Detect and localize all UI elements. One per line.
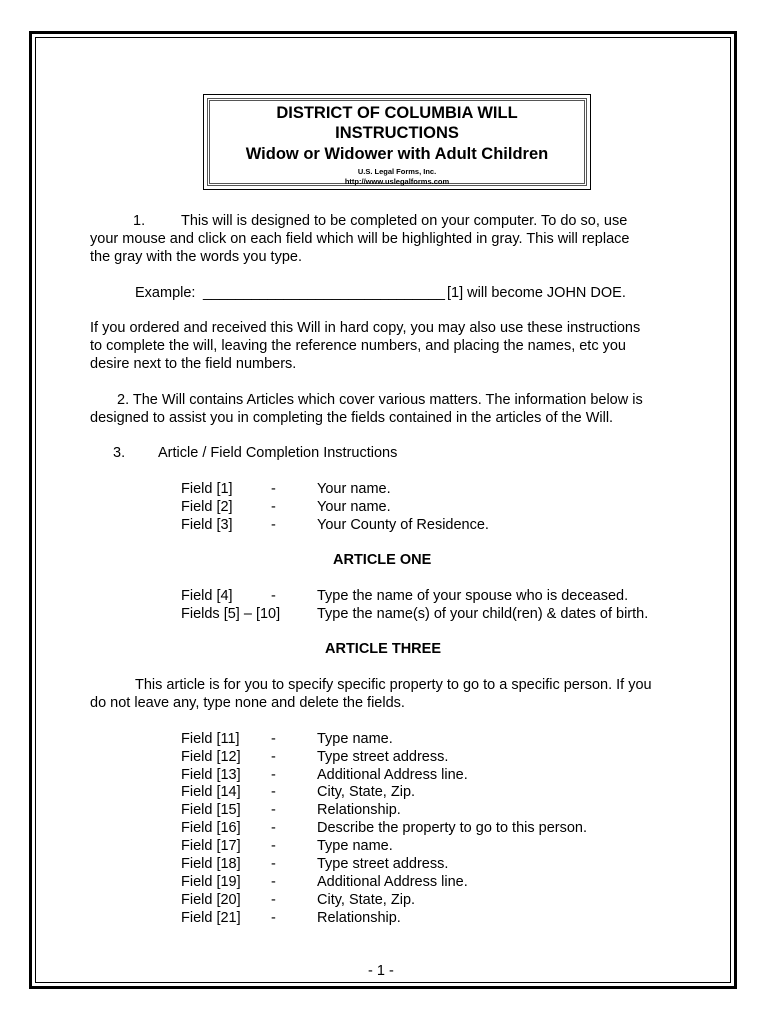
example-blank: ______________________________ — [203, 285, 445, 301]
field-label: Field [19] — [181, 874, 241, 890]
field-description: Type name. — [317, 731, 393, 747]
publisher-url: http://www.uslegalforms.com — [344, 177, 450, 186]
field-dash: - — [271, 499, 276, 515]
publisher: U.S. Legal Forms, Inc. — [357, 167, 437, 176]
field-dash: - — [271, 731, 276, 747]
page-number: - 1 - — [368, 963, 394, 979]
field-description: City, State, Zip. — [317, 784, 416, 800]
article-one-heading: ARTICLE ONE — [333, 552, 432, 568]
title-box — [203, 94, 591, 190]
field-dash: - — [271, 749, 276, 765]
field-label: Field [4] — [181, 588, 233, 604]
field-dash: - — [271, 767, 276, 783]
field-dash: - — [271, 874, 276, 890]
field-label: Field [17] — [181, 838, 241, 854]
field-dash: - — [271, 802, 276, 818]
para1-line1: This will is designed to be completed on your computer. To do so, use — [181, 213, 628, 229]
field-label: Field [2] — [181, 499, 233, 515]
field-dash: - — [271, 856, 276, 872]
field-label: Field [18] — [181, 856, 241, 872]
article-three-heading: ARTICLE THREE — [325, 641, 441, 657]
field-label: Fields [5] – [10] — [181, 606, 281, 622]
field-label: Field [20] — [181, 892, 241, 908]
title-line-2: INSTRUCTIONS — [335, 124, 459, 142]
field-dash: - — [271, 892, 276, 908]
field-dash: - — [271, 588, 276, 604]
field-description: Your name. — [317, 499, 391, 515]
field-description: Relationship. — [317, 910, 401, 926]
field-label: Field [14] — [181, 784, 241, 800]
title-line-1: DISTRICT OF COLUMBIA WILL — [276, 104, 518, 122]
field-label: Field [1] — [181, 481, 233, 497]
field-dash: - — [271, 481, 276, 497]
field-label: Field [13] — [181, 767, 241, 783]
field-description: Your County of Residence. — [317, 517, 489, 533]
subtitle: Widow or Widower with Adult Children — [245, 145, 549, 163]
field-description: Your name. — [317, 481, 391, 497]
para3-number: 3. — [113, 445, 126, 461]
field-description: City, State, Zip. — [317, 892, 416, 908]
field-label: Field [15] — [181, 802, 241, 818]
field-label: Field [12] — [181, 749, 241, 765]
field-dash: - — [271, 838, 276, 854]
field-description: Additional Address line. — [317, 767, 468, 783]
field-dash: - — [271, 820, 276, 836]
field-description: Type the name of your spouse who is deceased. — [317, 588, 629, 604]
para2-line1: 2. The Will contains Articles which cover various matters. The information below is — [117, 392, 643, 408]
example-label: Example: — [135, 285, 196, 301]
field-label: Field [21] — [181, 910, 241, 926]
field-description: Type street address. — [317, 856, 449, 872]
hardcopy-line2: to complete the will, leaving the reference numbers, and placing the names, etc you — [90, 338, 626, 354]
para3-text: Article / Field Completion Instructions — [158, 445, 398, 461]
hardcopy-line1: If you ordered and received this Will in hard copy, you may also use these instructions — [90, 320, 641, 336]
field-description: Additional Address line. — [317, 874, 468, 890]
para1-line2: your mouse and click on each field which will be highlighted in gray. This will replace — [90, 231, 630, 247]
field-dash: - — [271, 784, 276, 800]
field-description: Describe the property to go to this person. — [317, 820, 588, 836]
field-label: Field [11] — [181, 731, 240, 747]
field-dash: - — [271, 910, 276, 926]
para1-number: 1. — [133, 213, 146, 229]
field-description: Relationship. — [317, 802, 401, 818]
field-label: Field [3] — [181, 517, 233, 533]
example-result: [1] will become JOHN DOE. — [447, 285, 626, 301]
article-three-intro-line2: do not leave any, type none and delete the fields. — [90, 695, 405, 711]
field-description: Type name. — [317, 838, 393, 854]
field-description: Type street address. — [317, 749, 449, 765]
article-three-intro-line1: This article is for you to specify specific property to go to a specific person. If you — [135, 677, 652, 693]
para2-line2: designed to assist you in completing the fields contained in the articles of the Will. — [90, 410, 614, 426]
field-label: Field [16] — [181, 820, 241, 836]
title-box-inner — [207, 98, 587, 186]
hardcopy-line3: desire next to the field numbers. — [90, 356, 297, 372]
para1-line3: the gray with the words you type. — [90, 249, 302, 265]
field-dash: - — [271, 517, 276, 533]
field-description: Type the name(s) of your child(ren) & dates of birth. — [317, 606, 649, 622]
